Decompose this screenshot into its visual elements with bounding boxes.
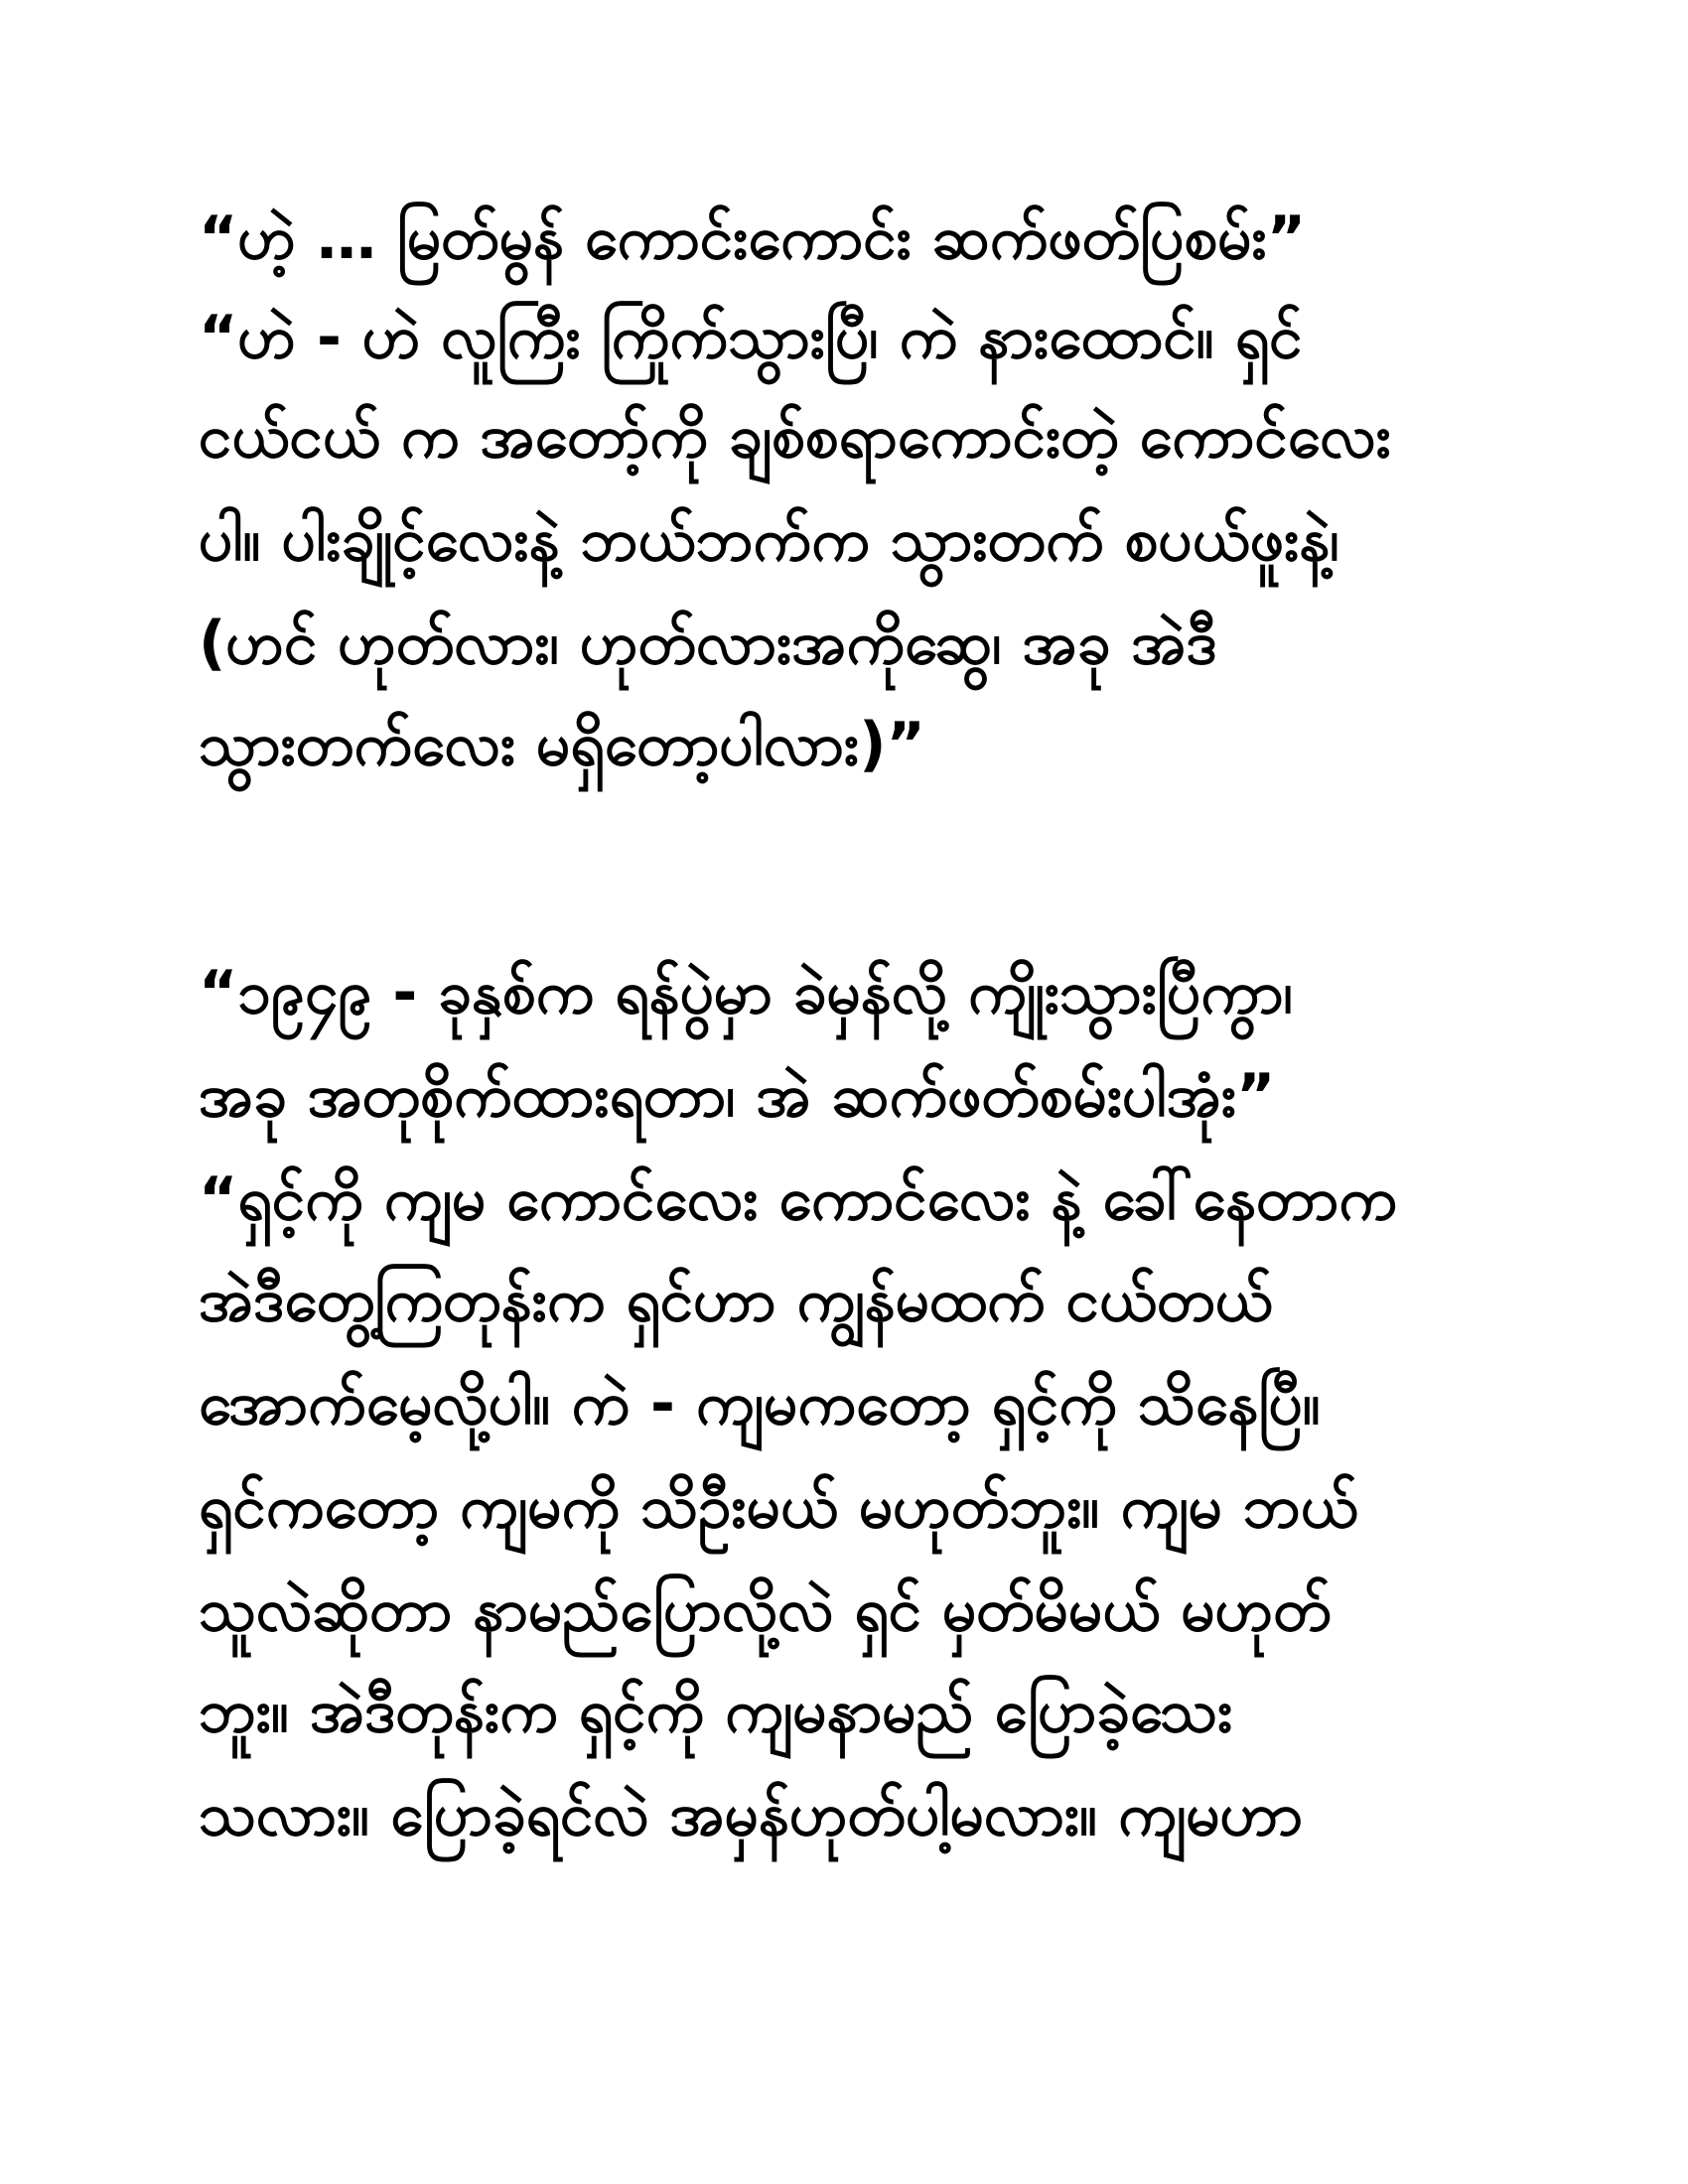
paragraph-1-line-1: “ဟဲ့ … မြတ်မွန် ကောင်းကောင်း ဆက်ဖတ်ပြစမ်း” [199,204,1307,273]
paragraph-3-line-1: “၁၉၄၉ - ခုနှစ်က ရန်ပွဲမှာ ခဲမှန်လို့ ကျိုးသွားပြီကွာ၊ [199,958,1294,1027]
paragraph-4-line-6: ဘူး။ အဲဒီတုန်းက ရှင့်ကို ကျမနာမည် ပြောခဲ့သေး [199,1677,1233,1746]
paragraph-3-line-2: အခု အတုစိုက်ထားရတာ၊ အဲ ဆက်ဖတ်စမ်းပါအုံး” [199,1061,1276,1131]
paragraph-4-line-1: “ရှင့်ကို ကျမ ကောင်လေး ကောင်လေး နဲ့ ခေါ်နေတာက [199,1164,1397,1234]
paragraph-4-line-3: အောက်မေ့လို့ပါ။ ကဲ - ကျမကတော့ ရှင့်ကို သိနေပြီ။ [199,1369,1322,1438]
paragraph-2-line-2: ငယ်ငယ် က အတော့်ကို ချစ်စရာကောင်းတဲ့ ကောင်လေး [199,402,1391,472]
paragraph-4-line-4: ရှင်ကတော့ ကျမကို သိဦးမယ် မဟုတ်ဘူး။ ကျမ ဘယ် [199,1472,1358,1542]
paragraph-4-line-5: သူလဲဆိုတာ နာမည်ပြောလို့လဲ ရှင် မှတ်မိမယ် မဟုတ် [199,1575,1332,1645]
paragraph-4-line-7: သလား။ ပြောခဲ့ရင်လဲ အမှန်ဟုတ်ပါ့မလား။ ကျမဟာ [199,1780,1304,1849]
paragraph-4-line-2: အဲဒီတွေ့ကြတုန်းက ရှင်ဟာ ကျွန်မထက် ငယ်တယ် [199,1266,1273,1335]
paragraph-2-line-1: “ဟဲ - ဟဲ လူကြီး ကြိုက်သွားပြီ၊ ကဲ နားထောင်။ ရှင် [199,303,1303,372]
paragraph-2-line-3: ပါ။ ပါးချိုင့်လေးနဲ့ ဘယ်ဘက်က သွားတက် စပယ်ဖူးနဲ့၊ [199,505,1339,575]
paragraph-2-line-4: (ဟင် ဟုတ်လား၊ ဟုတ်လားအကိုဆွေ၊ အခု အဲဒီ [199,609,1217,678]
paragraph-2-line-5: သွားတက်လေး မရှိတော့ပါလား)” [199,710,925,779]
